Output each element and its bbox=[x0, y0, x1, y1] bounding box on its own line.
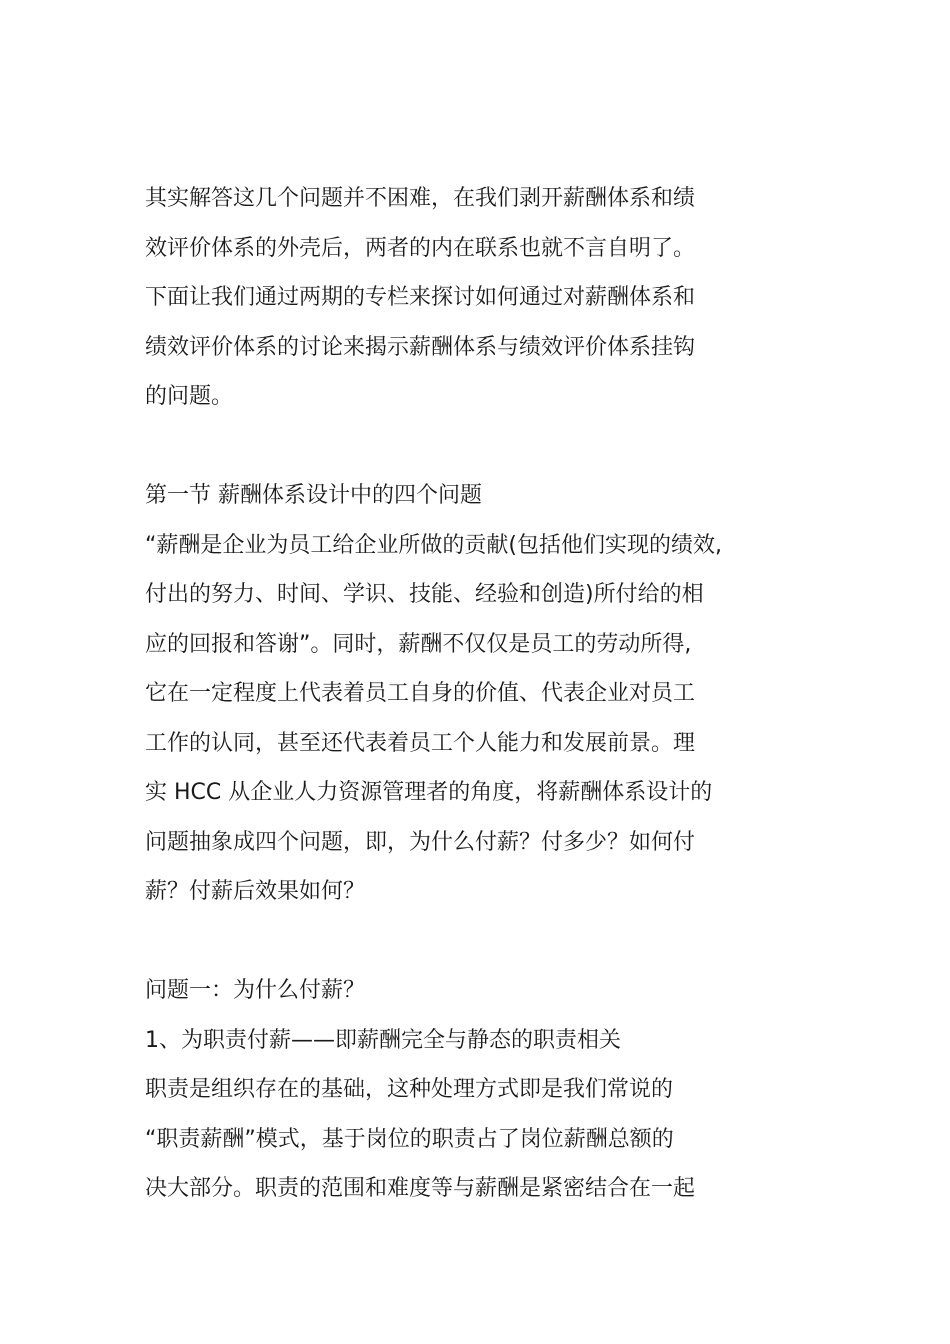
paragraph-line: 应的回报和答谢”。同时，薪酬不仅仅是员工的劳动所得, bbox=[145, 631, 692, 657]
paragraph-line: 决大部分。职责的范围和难度等与薪酬是紧密结合在一起 bbox=[145, 1176, 696, 1201]
paragraph-line: 下面让我们通过两期的专栏来探讨如何通过对薪酬体系和 bbox=[145, 285, 696, 310]
paragraph-line: “职责薪酬”模式，基于岗位的职责占了岗位薪酬总额的 bbox=[145, 1126, 674, 1152]
blank-line bbox=[145, 422, 845, 472]
question-title: 问题一：为什么付薪？ bbox=[145, 978, 366, 1003]
paragraph-line: 问题抽象成四个问题，即，为什么付薪？付多少？如何付 bbox=[145, 829, 696, 855]
paragraph-line: 职责是组织存在的基础，这种处理方式即是我们常说的 bbox=[145, 1077, 674, 1102]
subheading: 1、为职责付薪——即薪酬完全与静态的职责相关 bbox=[145, 1027, 621, 1053]
intro-paragraph bbox=[145, 174, 845, 422]
paragraph-line: 工作的认同，甚至还代表着员工个人能力和发展前景。理 bbox=[145, 730, 696, 756]
paragraph-line: 它在一定程度上代表着员工自身的价值、代表企业对员工 bbox=[145, 681, 696, 706]
paragraph-line: 的问题。 bbox=[145, 384, 234, 409]
paragraph-line: 绩效评价体系的讨论来揭示薪酬体系与绩效评价体系挂钩 bbox=[145, 334, 696, 360]
paragraph-line: 效评价体系的外壳后，两者的内在联系也就不言自明了。 bbox=[145, 235, 696, 261]
paragraph-line: 其实解答这几个问题并不困难，在我们剥开薪酬体系和绩 bbox=[145, 186, 696, 211]
paragraph-line: 付出的努力、时间、学识、技能、经验和创造)所付给的相 bbox=[145, 582, 704, 607]
responsibility-paragraph bbox=[145, 1065, 845, 1214]
blank-line bbox=[145, 917, 845, 967]
salary-definition-paragraph bbox=[145, 521, 845, 917]
document-body bbox=[145, 174, 845, 1214]
paragraph-line: 薪？付薪后效果如何？ bbox=[145, 879, 366, 904]
section-title: 第一节 薪酬体系设计中的四个问题 bbox=[145, 483, 482, 508]
paragraph-line: “薪酬是企业为员工给企业所做的贡献(包括他们实现的绩效, bbox=[145, 532, 722, 558]
paragraph-line: 实 HCC 从企业人力资源管理者的角度，将薪酬体系设计的 bbox=[145, 780, 713, 805]
